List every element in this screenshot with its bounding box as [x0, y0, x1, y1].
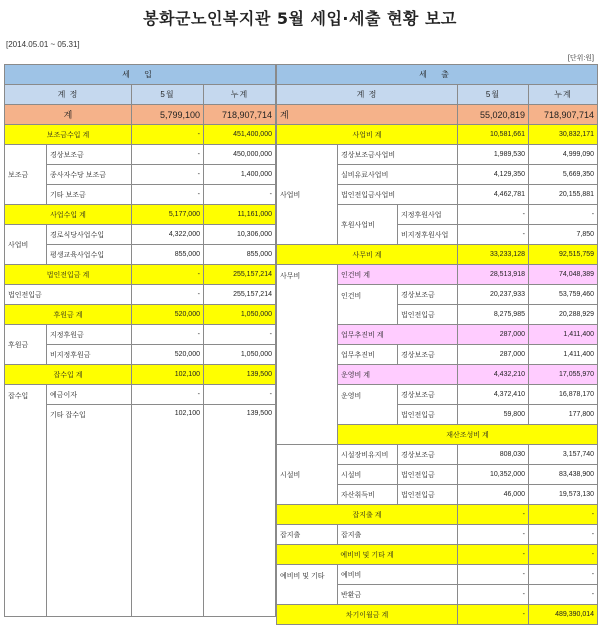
row-cum: -	[204, 185, 276, 205]
expense-misc-sum-cum: -	[529, 505, 598, 525]
expense-carryover-row	[277, 605, 598, 625]
row-name: 실비유료사업비	[338, 165, 458, 185]
row-name: 지정후원사업	[398, 205, 458, 225]
row-may: -	[132, 325, 204, 345]
table-row	[277, 145, 598, 165]
income-donation-sum-may: 520,000	[132, 305, 204, 325]
row-cum: 4,999,090	[529, 145, 598, 165]
expense-personnel-sum-row	[277, 265, 598, 285]
table-row	[5, 325, 276, 345]
expense-project-sum-may: 10,581,661	[458, 125, 529, 145]
row-may: -	[458, 525, 529, 545]
row-may: 4,462,781	[458, 185, 529, 205]
income-subsidy-group: 보조금	[5, 145, 47, 205]
row-name: 비지정후원사업	[398, 225, 458, 245]
row-may: 8,275,985	[458, 305, 529, 325]
expense-operating-sum-label: 운영비 계	[338, 365, 458, 385]
row-name: 법인전입금사업비	[338, 185, 458, 205]
expense-total-row	[277, 105, 598, 125]
row-may: 10,352,000	[458, 465, 529, 485]
row-sub: 자산취득비	[338, 485, 398, 505]
row-may: -	[458, 585, 529, 605]
row-may: 808,030	[458, 445, 529, 465]
row-name: 법인전입금	[398, 485, 458, 505]
income-misc-sum-may: 102,100	[132, 365, 204, 385]
row-cum: 1,400,000	[204, 165, 276, 185]
expense-total-label: 계	[277, 105, 458, 125]
expense-project-sum-row	[277, 125, 598, 145]
income-misc-sum-row	[5, 365, 276, 385]
row-name: 경상보조금	[398, 385, 458, 405]
row-cum: 19,573,130	[529, 485, 598, 505]
income-table	[4, 64, 276, 617]
income-col-cum: 누계	[204, 85, 276, 105]
row-name: 예금이자	[47, 385, 132, 405]
expense-misc-sum-label: 잡지출 계	[277, 505, 458, 525]
income-section-header	[5, 65, 276, 85]
expense-office-sum-row	[277, 245, 598, 265]
income-subsidy-sum-label: 보조금수입 계	[5, 125, 132, 145]
row-name: 법인전입금	[398, 465, 458, 485]
row-name: 지정후원금	[47, 325, 132, 345]
expense-operating-sum-may: 4,432,210	[458, 365, 529, 385]
income-transfer-sum-may: -	[132, 265, 204, 285]
income-total-may: 5,799,100	[132, 105, 204, 125]
row-name: 기타 잡수입	[47, 405, 132, 617]
row-may: -	[458, 205, 529, 225]
row-cum: 7,850	[529, 225, 598, 245]
row-cum: -	[529, 525, 598, 545]
expense-col-cum: 누계	[529, 85, 598, 105]
expense-carryover-may: -	[458, 605, 529, 625]
row-name: 경상보조금사업비	[338, 145, 458, 165]
row-may: -	[132, 145, 204, 165]
income-transfer-sum-label: 법인전입금 계	[5, 265, 132, 285]
row-may: -	[132, 165, 204, 185]
expense-misc-sum-may: -	[458, 505, 529, 525]
income-total-row	[5, 105, 276, 125]
table-row	[5, 225, 276, 245]
row-name: 법인전입금	[398, 305, 458, 325]
expense-office-sum-may: 33,233,128	[458, 245, 529, 265]
row-sub: 시설비	[338, 465, 398, 485]
income-misc-group: 잡수입	[5, 385, 47, 617]
row-may: -	[458, 565, 529, 585]
row-cum: 139,500	[204, 405, 276, 617]
row-cum: 255,157,214	[204, 285, 276, 305]
row-cum: 1,050,000	[204, 345, 276, 365]
row-cum: 450,000,000	[204, 145, 276, 165]
row-cum: 20,155,881	[529, 185, 598, 205]
income-col-account: 계 정	[5, 85, 132, 105]
row-may: -	[458, 225, 529, 245]
income-section-label: 세 입	[5, 65, 276, 85]
expense-duty-sum-label: 업무추진비 계	[338, 325, 458, 345]
expense-office-group: 사무비	[277, 265, 338, 445]
income-col-may: 5월	[132, 85, 204, 105]
expense-section-header	[277, 65, 598, 85]
expense-carryover-cum: 489,390,014	[529, 605, 598, 625]
expense-reserve-sum-row	[277, 545, 598, 565]
table-row	[5, 145, 276, 165]
expense-col-may: 5월	[458, 85, 529, 105]
row-cum: 855,000	[204, 245, 276, 265]
report-period: [2014.05.01 ~ 05.31]	[6, 40, 80, 49]
row-cum: 1,411,400	[529, 345, 598, 365]
row-cum: 177,800	[529, 405, 598, 425]
table-row	[277, 565, 598, 585]
row-may: 1,989,530	[458, 145, 529, 165]
expense-table	[276, 64, 598, 625]
income-transfer-sum-cum: 255,157,214	[204, 265, 276, 285]
expense-office-sum-cum: 92,515,759	[529, 245, 598, 265]
expense-column-header	[277, 85, 598, 105]
income-total-label: 계	[5, 105, 132, 125]
table-row	[277, 525, 598, 545]
expense-sponsor-group: 후원사업비	[338, 205, 398, 245]
expense-misc-group: 잡지출	[277, 525, 338, 545]
row-may: 59,800	[458, 405, 529, 425]
row-cum: 5,669,350	[529, 165, 598, 185]
expense-col-account: 계 정	[277, 85, 458, 105]
row-name: 예비비	[338, 565, 458, 585]
row-cum: 53,759,460	[529, 285, 598, 305]
income-business-sum-cum: 11,161,000	[204, 205, 276, 225]
row-name: 기타 보조금	[47, 185, 132, 205]
row-cum: -	[204, 325, 276, 345]
expense-reserve-sum-may: -	[458, 545, 529, 565]
row-name: 평생교육사업수입	[47, 245, 132, 265]
expense-duty-group: 업무추진비	[338, 345, 398, 365]
expense-total-cum: 718,907,714	[529, 105, 598, 125]
expense-asset-sum-label: 재산조성비 계	[338, 425, 598, 445]
row-name: 법인전입금	[5, 285, 132, 305]
row-may: 287,000	[458, 345, 529, 365]
row-name: 법인전입금	[398, 405, 458, 425]
expense-total-may: 55,020,819	[458, 105, 529, 125]
row-name: 경상보조금	[398, 345, 458, 365]
row-may: 46,000	[458, 485, 529, 505]
report-title: 봉화군노인복지관 5월 세입·세출 현황 보고	[143, 9, 457, 28]
expense-project-sum-label: 사업비 계	[277, 125, 458, 145]
income-subsidy-sum-may: -	[132, 125, 204, 145]
row-name: 경로식당사업수입	[47, 225, 132, 245]
income-subsidy-sum-row	[5, 125, 276, 145]
row-name: 비지정후원금	[47, 345, 132, 365]
expense-personnel-sum-cum: 74,048,389	[529, 265, 598, 285]
income-business-group: 사업비	[5, 225, 47, 265]
expense-misc-sum-row	[277, 505, 598, 525]
row-may: -	[132, 385, 204, 405]
income-donation-group: 후원금	[5, 325, 47, 365]
income-subsidy-sum-cum: 451,400,000	[204, 125, 276, 145]
row-cum: 3,157,740	[529, 445, 598, 465]
table-row	[277, 445, 598, 465]
expense-project-sum-cum: 30,832,171	[529, 125, 598, 145]
income-total-cum: 718,907,714	[204, 105, 276, 125]
row-cum: 10,306,000	[204, 225, 276, 245]
income-business-sum-label: 사업수입 계	[5, 205, 132, 225]
row-may: 4,322,000	[132, 225, 204, 245]
expense-reserve-sum-label: 예비비 및 기타 계	[277, 545, 458, 565]
expense-personnel-group: 인건비	[338, 285, 398, 325]
expense-personnel-sum-may: 28,513,918	[458, 265, 529, 285]
row-cum: -	[529, 585, 598, 605]
row-name: 경상보조금	[398, 285, 458, 305]
expense-operating-group: 운영비	[338, 385, 398, 425]
row-name: 잡지출	[338, 525, 458, 545]
row-may: -	[132, 285, 204, 305]
income-misc-sum-label: 잡수입 계	[5, 365, 132, 385]
expense-office-sum-label: 사무비 계	[277, 245, 458, 265]
expense-carryover-label: 차기이월금 계	[277, 605, 458, 625]
expense-reserve-group: 예비비 및 기타	[277, 565, 338, 605]
income-transfer-sum-row	[5, 265, 276, 285]
income-donation-sum-label: 후원금 계	[5, 305, 132, 325]
row-may: 520,000	[132, 345, 204, 365]
expense-operating-sum-cum: 17,055,970	[529, 365, 598, 385]
row-name: 경상보조금	[47, 145, 132, 165]
row-sub: 시설장비유지비	[338, 445, 398, 465]
row-cum: -	[529, 565, 598, 585]
income-donation-sum-cum: 1,050,000	[204, 305, 276, 325]
row-may: 4,129,350	[458, 165, 529, 185]
row-cum: -	[204, 385, 276, 405]
row-name: 반환금	[338, 585, 458, 605]
row-cum: 16,878,170	[529, 385, 598, 405]
row-cum: -	[529, 205, 598, 225]
row-may: 102,100	[132, 405, 204, 617]
row-may: 20,237,933	[458, 285, 529, 305]
income-donation-sum-row	[5, 305, 276, 325]
expense-project-group: 사업비	[277, 145, 338, 245]
row-may: -	[132, 185, 204, 205]
expense-duty-sum-may: 287,000	[458, 325, 529, 345]
expense-facility-group: 시설비	[277, 445, 338, 505]
expense-reserve-sum-cum: -	[529, 545, 598, 565]
income-business-sum-may: 5,177,000	[132, 205, 204, 225]
income-column-header	[5, 85, 276, 105]
unit-label: [단위:원]	[567, 55, 594, 62]
row-cum: 83,438,900	[529, 465, 598, 485]
row-name: 경상보조금	[398, 445, 458, 465]
income-misc-sum-cum: 139,500	[204, 365, 276, 385]
row-may: 4,372,410	[458, 385, 529, 405]
expense-personnel-sum-label: 인건비 계	[338, 265, 458, 285]
row-cum: 20,288,929	[529, 305, 598, 325]
expense-duty-sum-cum: 1,411,400	[529, 325, 598, 345]
table-row	[5, 285, 276, 305]
table-row	[5, 385, 276, 405]
income-business-sum-row	[5, 205, 276, 225]
expense-section-label: 세 출	[277, 65, 598, 85]
row-name: 종사자수당 보조금	[47, 165, 132, 185]
row-may: 855,000	[132, 245, 204, 265]
